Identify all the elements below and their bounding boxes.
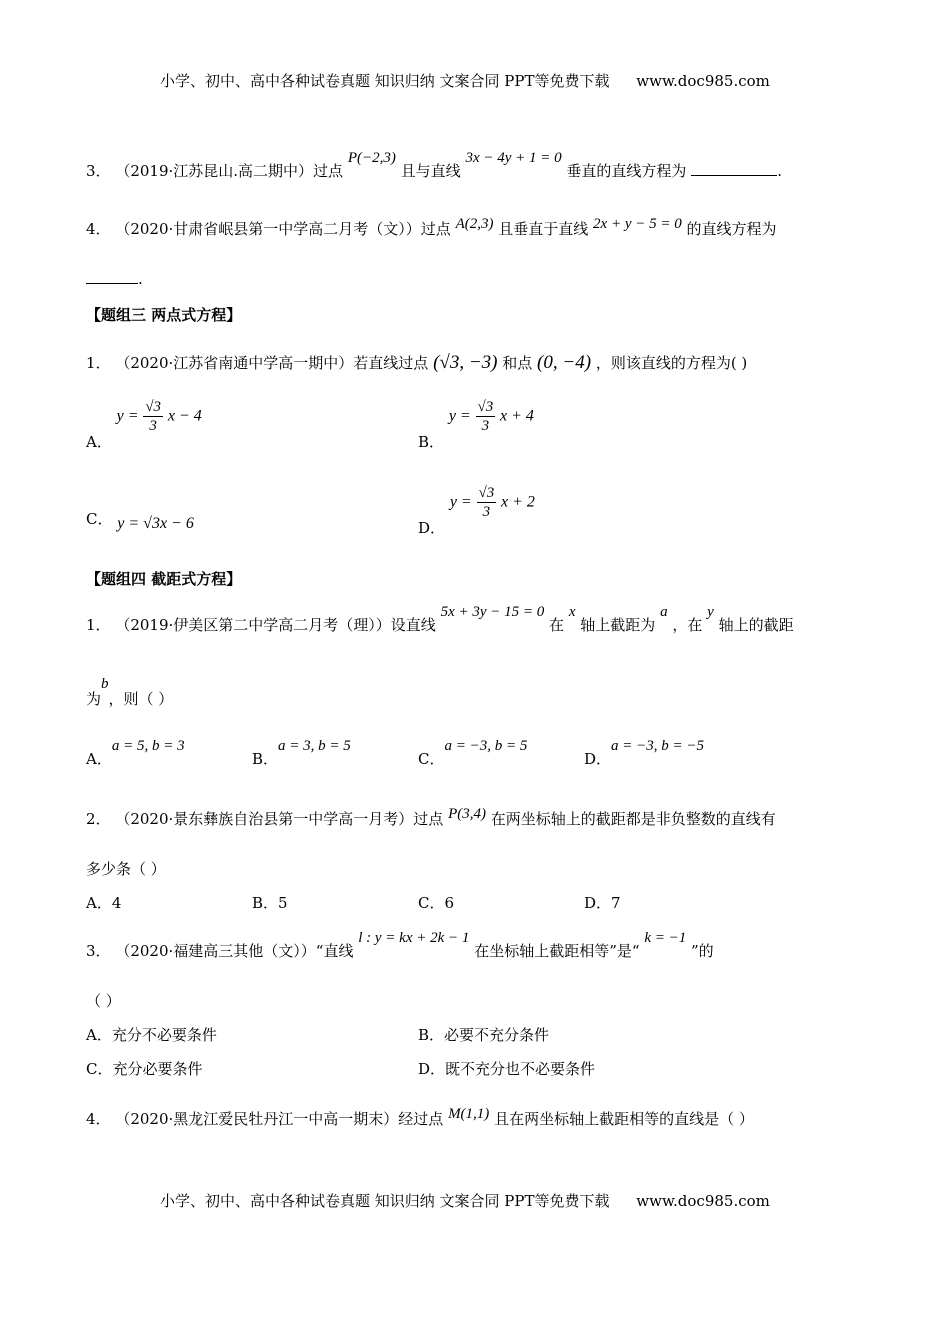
- question-number: 2．: [86, 810, 111, 828]
- section-title-group3: 【题组三 两点式方程】: [86, 306, 242, 324]
- question-source: （2020·江苏省南通中学高一期中）若直线过点: [115, 354, 429, 372]
- question-number: 3．: [86, 942, 111, 960]
- g4q2-option-c[interactable]: C．6: [418, 894, 455, 912]
- math-var: x: [568, 604, 576, 620]
- question-source: （2019·江苏昆山.高二期中）过点: [115, 162, 344, 180]
- answer-blank: [691, 175, 777, 176]
- denominator: 3: [149, 418, 157, 434]
- question-4: [86, 218, 777, 239]
- math-line: 3x − 4y + 1 = 0: [465, 150, 562, 166]
- math-var: y: [707, 604, 714, 620]
- numerator: √3: [145, 399, 162, 415]
- math-line: 5x + 3y − 15 = 0: [440, 604, 545, 620]
- math-point: M(1,1): [448, 1106, 490, 1122]
- math-expr: y =: [116, 407, 139, 425]
- question-number: 3．: [86, 162, 111, 180]
- g4q1-option-d[interactable]: [584, 738, 705, 769]
- option-label: B．: [252, 750, 279, 768]
- math-var: a: [660, 604, 668, 620]
- question-text: 垂直的直线方程为: [566, 162, 687, 180]
- option-c[interactable]: [86, 508, 194, 532]
- question-text: 在坐标轴上截距相等”是“: [474, 942, 640, 960]
- g4q1-option-c[interactable]: [418, 738, 528, 769]
- denominator: 3: [482, 504, 491, 520]
- question-number: 1．: [86, 616, 111, 634]
- math-expr: k = −1: [644, 930, 687, 946]
- math-expr: a = 3, b = 5: [278, 738, 351, 754]
- math-point: (0, −4): [537, 352, 592, 373]
- question-text: 的直线方程为: [686, 220, 777, 238]
- g4q3-option-c[interactable]: C．充分必要条件: [86, 1060, 203, 1078]
- question-text: 为: [86, 690, 102, 708]
- math-point: P(−2,3): [347, 150, 396, 166]
- footer-url: www.doc985.com: [636, 1192, 770, 1210]
- g4q1-option-b[interactable]: [252, 738, 351, 769]
- fraction: [476, 398, 496, 435]
- g4q2-option-a[interactable]: A．4: [86, 894, 122, 912]
- fraction: [143, 398, 163, 435]
- question-text: 轴上截距为: [580, 616, 656, 634]
- g4-question-1: [86, 604, 794, 635]
- option-d[interactable]: [418, 484, 535, 537]
- math-expr: y =: [448, 407, 471, 425]
- math-line: 2x + y − 5 = 0: [593, 216, 682, 232]
- g4q2-option-b[interactable]: B．5: [252, 894, 288, 912]
- numerator: √3: [477, 399, 494, 415]
- question-source: （2020·甘肃省岷县第一中学高二月考（文））过点: [115, 220, 451, 238]
- math-var: b: [101, 676, 109, 692]
- math-expr: a = −3, b = −5: [611, 738, 705, 754]
- math-expr: y = √3x − 6: [117, 515, 194, 532]
- math-line: l : y = kx + 2k − 1: [358, 930, 470, 946]
- g4q3-option-d[interactable]: D．既不充分也不必要条件: [418, 1060, 596, 1078]
- denominator: 3: [481, 418, 490, 434]
- question-number: 4．: [86, 220, 111, 238]
- option-label: A．: [86, 432, 112, 451]
- question-source: （2020·福建高三其他（文））“直线: [115, 942, 354, 960]
- header-text: 小学、初中、高中各种试卷真题 知识归纳 文案合同 PPT等免费下载: [160, 72, 610, 90]
- question-number: 1．: [86, 354, 111, 372]
- math-expr: a = −3, b = 5: [444, 738, 528, 754]
- g4-question-3: [86, 930, 714, 961]
- g4-question-4: [86, 1108, 754, 1129]
- option-label: D．: [584, 750, 612, 768]
- option-label: A．: [86, 750, 112, 768]
- question-text: 且在两坐标轴上截距相等的直线是（ ）: [494, 1110, 754, 1128]
- question-text: 轴上的截距: [718, 616, 794, 634]
- math-point: P(3,4): [448, 806, 486, 822]
- question-text: 且与直线: [400, 162, 461, 180]
- answer-blank: [86, 283, 138, 284]
- header-url: www.doc985.com: [636, 72, 770, 90]
- option-label: C．: [418, 750, 445, 768]
- math-point: (√3, −3): [433, 352, 498, 373]
- g4q1-option-a[interactable]: [86, 738, 185, 769]
- question-text: ，在: [672, 616, 703, 634]
- question-number: 4．: [86, 1110, 111, 1128]
- math-point: A(2,3): [455, 216, 494, 232]
- section-title-group4: 【题组四 截距式方程】: [86, 570, 242, 588]
- option-label: D．: [418, 518, 446, 537]
- question-4-blank-line: [86, 270, 143, 288]
- g4q2-option-d[interactable]: D．7: [584, 894, 621, 912]
- question-text: ，则该直线的方程为( ): [595, 354, 748, 372]
- question-text: 且垂直于直线: [498, 220, 589, 238]
- option-b[interactable]: [418, 398, 534, 451]
- option-a[interactable]: [86, 398, 202, 451]
- question-text: 在两坐标轴上的截距都是非负整数的直线有: [490, 810, 776, 828]
- footer-text: 小学、初中、高中各种试卷真题 知识归纳 文案合同 PPT等免费下载: [160, 1192, 610, 1210]
- g4q3-option-b[interactable]: B．必要不充分条件: [418, 1026, 550, 1044]
- math-expr: x + 4: [500, 407, 534, 425]
- option-label: C．: [86, 510, 113, 528]
- numerator: √3: [478, 485, 495, 501]
- g3-question-1: [86, 352, 747, 374]
- g4-question-3-line2: （ ）: [86, 992, 121, 1010]
- page-footer: [160, 1190, 770, 1211]
- option-label: B．: [418, 432, 445, 451]
- question-text: 在: [549, 616, 565, 634]
- math-expr: a = 5, b = 3: [111, 738, 185, 754]
- g4-question-1-line2: [86, 676, 174, 709]
- g4-question-2-line2: 多少条（ ）: [86, 860, 166, 878]
- question-text: ，则（ ）: [108, 690, 174, 708]
- question-text: 和点: [502, 354, 533, 372]
- page-header: [160, 70, 770, 91]
- g4q3-option-a[interactable]: A．充分不必要条件: [86, 1026, 217, 1044]
- question-source: （2020·黑龙江爱民牡丹江一中高一期末）经过点: [115, 1110, 444, 1128]
- period: .: [777, 162, 782, 180]
- fraction: [477, 484, 497, 521]
- g4-question-2: [86, 808, 776, 829]
- question-source: （2020·景东彝族自治县第一中学高一月考）过点: [115, 810, 444, 828]
- question-text: ”的: [691, 942, 714, 960]
- question-source: （2019·伊美区第二中学高二月考（理））设直线: [115, 616, 436, 634]
- math-expr: x + 2: [501, 493, 535, 511]
- math-expr: y =: [449, 493, 472, 511]
- math-expr: x − 4: [167, 407, 202, 425]
- period: .: [138, 270, 143, 288]
- question-3: [86, 150, 782, 181]
